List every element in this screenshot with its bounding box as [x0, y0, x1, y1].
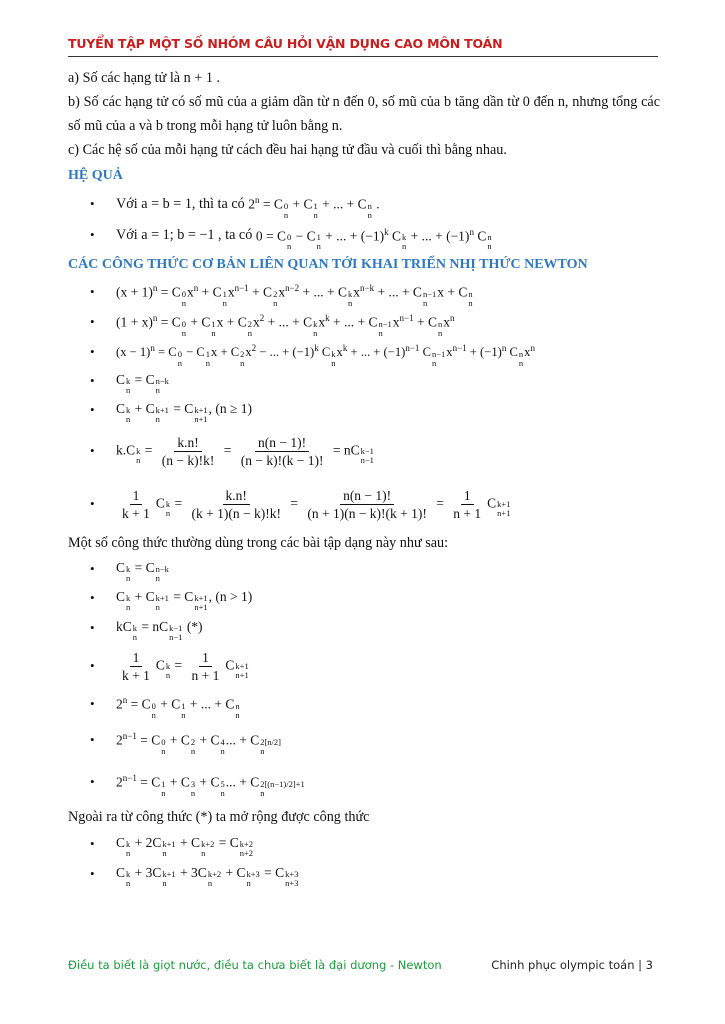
intro-c: c) Các hệ số của mỗi hạng tử cách đều hai hạng tử đầu và cuối thì bằng nhau. [68, 142, 507, 158]
corollary-item-1: • Với a = b = 1, thì ta có $2^n = C$ 0 n + C 1 n + ... + C n n . [68, 188, 660, 220]
formula-item-7: • $\frac{1}{k + 1}$ C k n = $\frac{k.n!}{(k + 1)(n - k)!k!}$ = $\frac{n(n - 1)!}{(n + 1)(n - k)!(k + 1)!}$ = $\frac{1}{n + 1}$ C k+1 n+1 [68, 477, 660, 531]
corollary-list [68, 188, 660, 251]
formula-item-5: • C k n + C k+1 n = C k+1 n+1 , (n ≥ 1) [68, 395, 660, 425]
common-formula-4: • $\frac{1}{k + 1}$ C k n = $\frac{1}{n + 1}$ C k+1 n+1 [68, 643, 660, 689]
formula-sum-binomial: $2^n = C$ 0 n + C 1 n + ... + C n n . [248, 195, 380, 220]
section-heading-he-qua: HỆ QUẢ [68, 168, 123, 183]
extension-list [68, 829, 660, 889]
common-formula-3: • kC k n = nC k−1 n−1 (*) [68, 613, 660, 643]
formula-item-2: • $(1 + x)^n = C$ 0 n + C 1 n x + C 2 n $x^2$ + ... + C k n $x^k$ + ... + C n−1 n $x^{n-1} + C$ n n $x^n$ [68, 307, 660, 337]
section-heading-formulas: CÁC CÔNG THỨC CƠ BẢN LIÊN QUAN TỚI KHAI TRIỂN NHỊ THỨC NEWTON [68, 257, 588, 272]
common-formula-list [68, 555, 660, 803]
formula-list [68, 277, 660, 531]
common-formula-6: • $2^{n-1} = C$ 0 n + C 2 n + C 4 n ... + C 2[n/2] n [68, 719, 660, 761]
intro-b: b) Số các hạng tử có số mũ của a giảm dần từ n đến 0, số mũ của b tăng dần từ 0 đến n, nhưng tổng các số mũ của a và b trong mỗi hạng tử luôn bằng n. [68, 94, 660, 134]
extension-intro: Ngoài ra từ công thức (*) ta mở rộng được công thức [68, 809, 370, 825]
formula-alternating-sum: 0 = C 0 n − C 1 n + ... + $(-1)^k$ C k n + ... + $(-1)^n$ C n n [255, 226, 492, 251]
page-content [68, 66, 660, 889]
common-formula-1: • C k n = C n−k n [68, 555, 660, 583]
common-formula-7: • $2^{n-1} = C$ 1 n + C 3 n + C 5 n ... + C 2[(n−1)/2]+1 n [68, 761, 660, 803]
page-header-title: TUYỂN TẬP MỘT SỐ NHÓM CÂU HỎI VẬN DỤNG CAO MÔN TOÁN [68, 36, 503, 51]
formula-item-4: • C k n = C n−k n [68, 367, 660, 395]
footer-quote: Điều ta biết là giọt nước, điều ta chưa biết là đại dương - Newton [68, 958, 442, 972]
formula-item-1: • $(x + 1)^n = C$ 0 n $x^n + C$ 1 n $x^{n-1} + C$ 2 n $x^{n-2}$ + ... + C k n $x^{n-k}$ + ... + C n−1 n x + C n n [68, 277, 660, 307]
footer-page-number: Chinh phục olympic toán | 3 [491, 958, 653, 972]
formula-item-3: • $(x - 1)^n = C$ 0 n − C 1 n x + C 2 n $x^2$ − ... + $(-1)^k$ C k n $x^k$ + ... + $(-1)^{n-1}$ C n−1 n $x^{n-1} + (-1)^n$ C n n $x^n$ [68, 337, 660, 367]
common-formulas-intro: Một số công thức thường dùng trong các bài tập dạng này như sau: [68, 535, 449, 551]
corollary-item-2: • Với a = 1; b = −1 , ta có 0 = C 0 n − C 1 n + ... + $(-1)^k$ C k n + ... + $(-1)^n$ C n n [68, 220, 660, 252]
intro-a: a) Số các hạng tử là n + 1 . [68, 70, 221, 86]
extension-formula-1: • C k n + 2C k+1 n + C k+2 n = C k+2 n+2 [68, 829, 660, 859]
common-formula-5: • $2^n = C$ 0 n + C 1 n + ... + C n n [68, 689, 660, 719]
common-formula-2: • C k n + C k+1 n = C k+1 n+1 , (n > 1) [68, 583, 660, 613]
formula-item-6: • k.C k n = $\frac{k.n!}{(n - k)!k!}$ = $\frac{n(n - 1)!}{(n - k)!(k - 1)!}$ = nC k−1 n−1 [68, 425, 660, 477]
header-rule [68, 56, 658, 57]
extension-formula-2: • C k n + 3C k+1 n + 3C k+2 n + C k+3 n = C k+3 n+3 [68, 859, 660, 889]
